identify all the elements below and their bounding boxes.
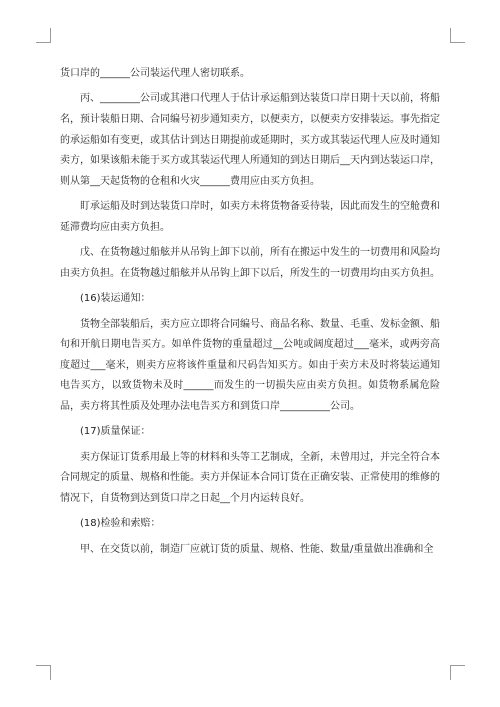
paragraph: 货物全部装船后，卖方应立即将合同编号、商品名称、数量、毛重、发标金额、船旬和开航日期电告买方。如单件货物的重量超过__公吨或阔度超过___毫米，或两旁高度超过___毫米，则卖方应将该件重量和尺码告知买方。如由于卖方未及时将装运通知电告买方，以致货物未及时______而发生的一切损失应由卖方负担。如货物系属危险品，卖方将其性质及处理办法电告买方和到货口岸__________公司。	[60, 318, 440, 412]
paragraph: 卖方保证订货系用最上等的材料和头等工艺制成，全新，未曾用过，并完全符合本合同规定的质量、规格和性能。卖方并保证本合同订货在正确安装、正常使用的维修的情况下，自货物到达到货口岸之日起__个月内运转良好。	[60, 451, 440, 504]
paragraph: 货口岸的______公司装运代理人密切联系。	[60, 68, 250, 79]
document-body	[60, 64, 440, 565]
paragraph: 盯承运船及时到达装货口岸时，如卖方未将货物备妥待装，因此而发生的空舱费和延滞费均应由卖方负担。	[60, 201, 440, 233]
crop-mark-bottom-left	[36, 665, 51, 680]
paragraph: (17)质量保证：	[80, 426, 151, 438]
crop-mark-top-right	[450, 28, 465, 43]
paragraph: 戊、在货物越过船舷并从吊钩上卸下以前，所有在搬运中发生的一切费用和风险均由卖方负担。在货物越过船舷并从吊钩上卸下以后，所发生的一切费用均由买方负担。	[60, 247, 440, 279]
crop-mark-bottom-right	[450, 665, 465, 680]
crop-mark-top-left	[36, 28, 51, 43]
paragraph: (18)检验和索赔：	[80, 518, 161, 530]
paragraph: 甲、在交货以前，制造厂应就订货的质量、规格、性能、数量/重量做出准确和全	[80, 543, 434, 555]
paragraph: (16)装运通知：	[80, 293, 151, 305]
paragraph: 丙、________公司或其港口代理人于估计承运船到达装货口岸日期十天以前，将船名，预计装船日期、合同编号初步通知卖方，以便卖方，以便卖方安排装运。事先指定的承运船如有变更，或其估计到达日期提前或延期时，买方或其装运代理人应及时通知卖方，如果该船未能于买方或其装运代理人所通知的到达日期后__天内到达装运口岸，则从第__天起货物的仓租和火灾______费用应由买方负担。	[60, 93, 440, 187]
